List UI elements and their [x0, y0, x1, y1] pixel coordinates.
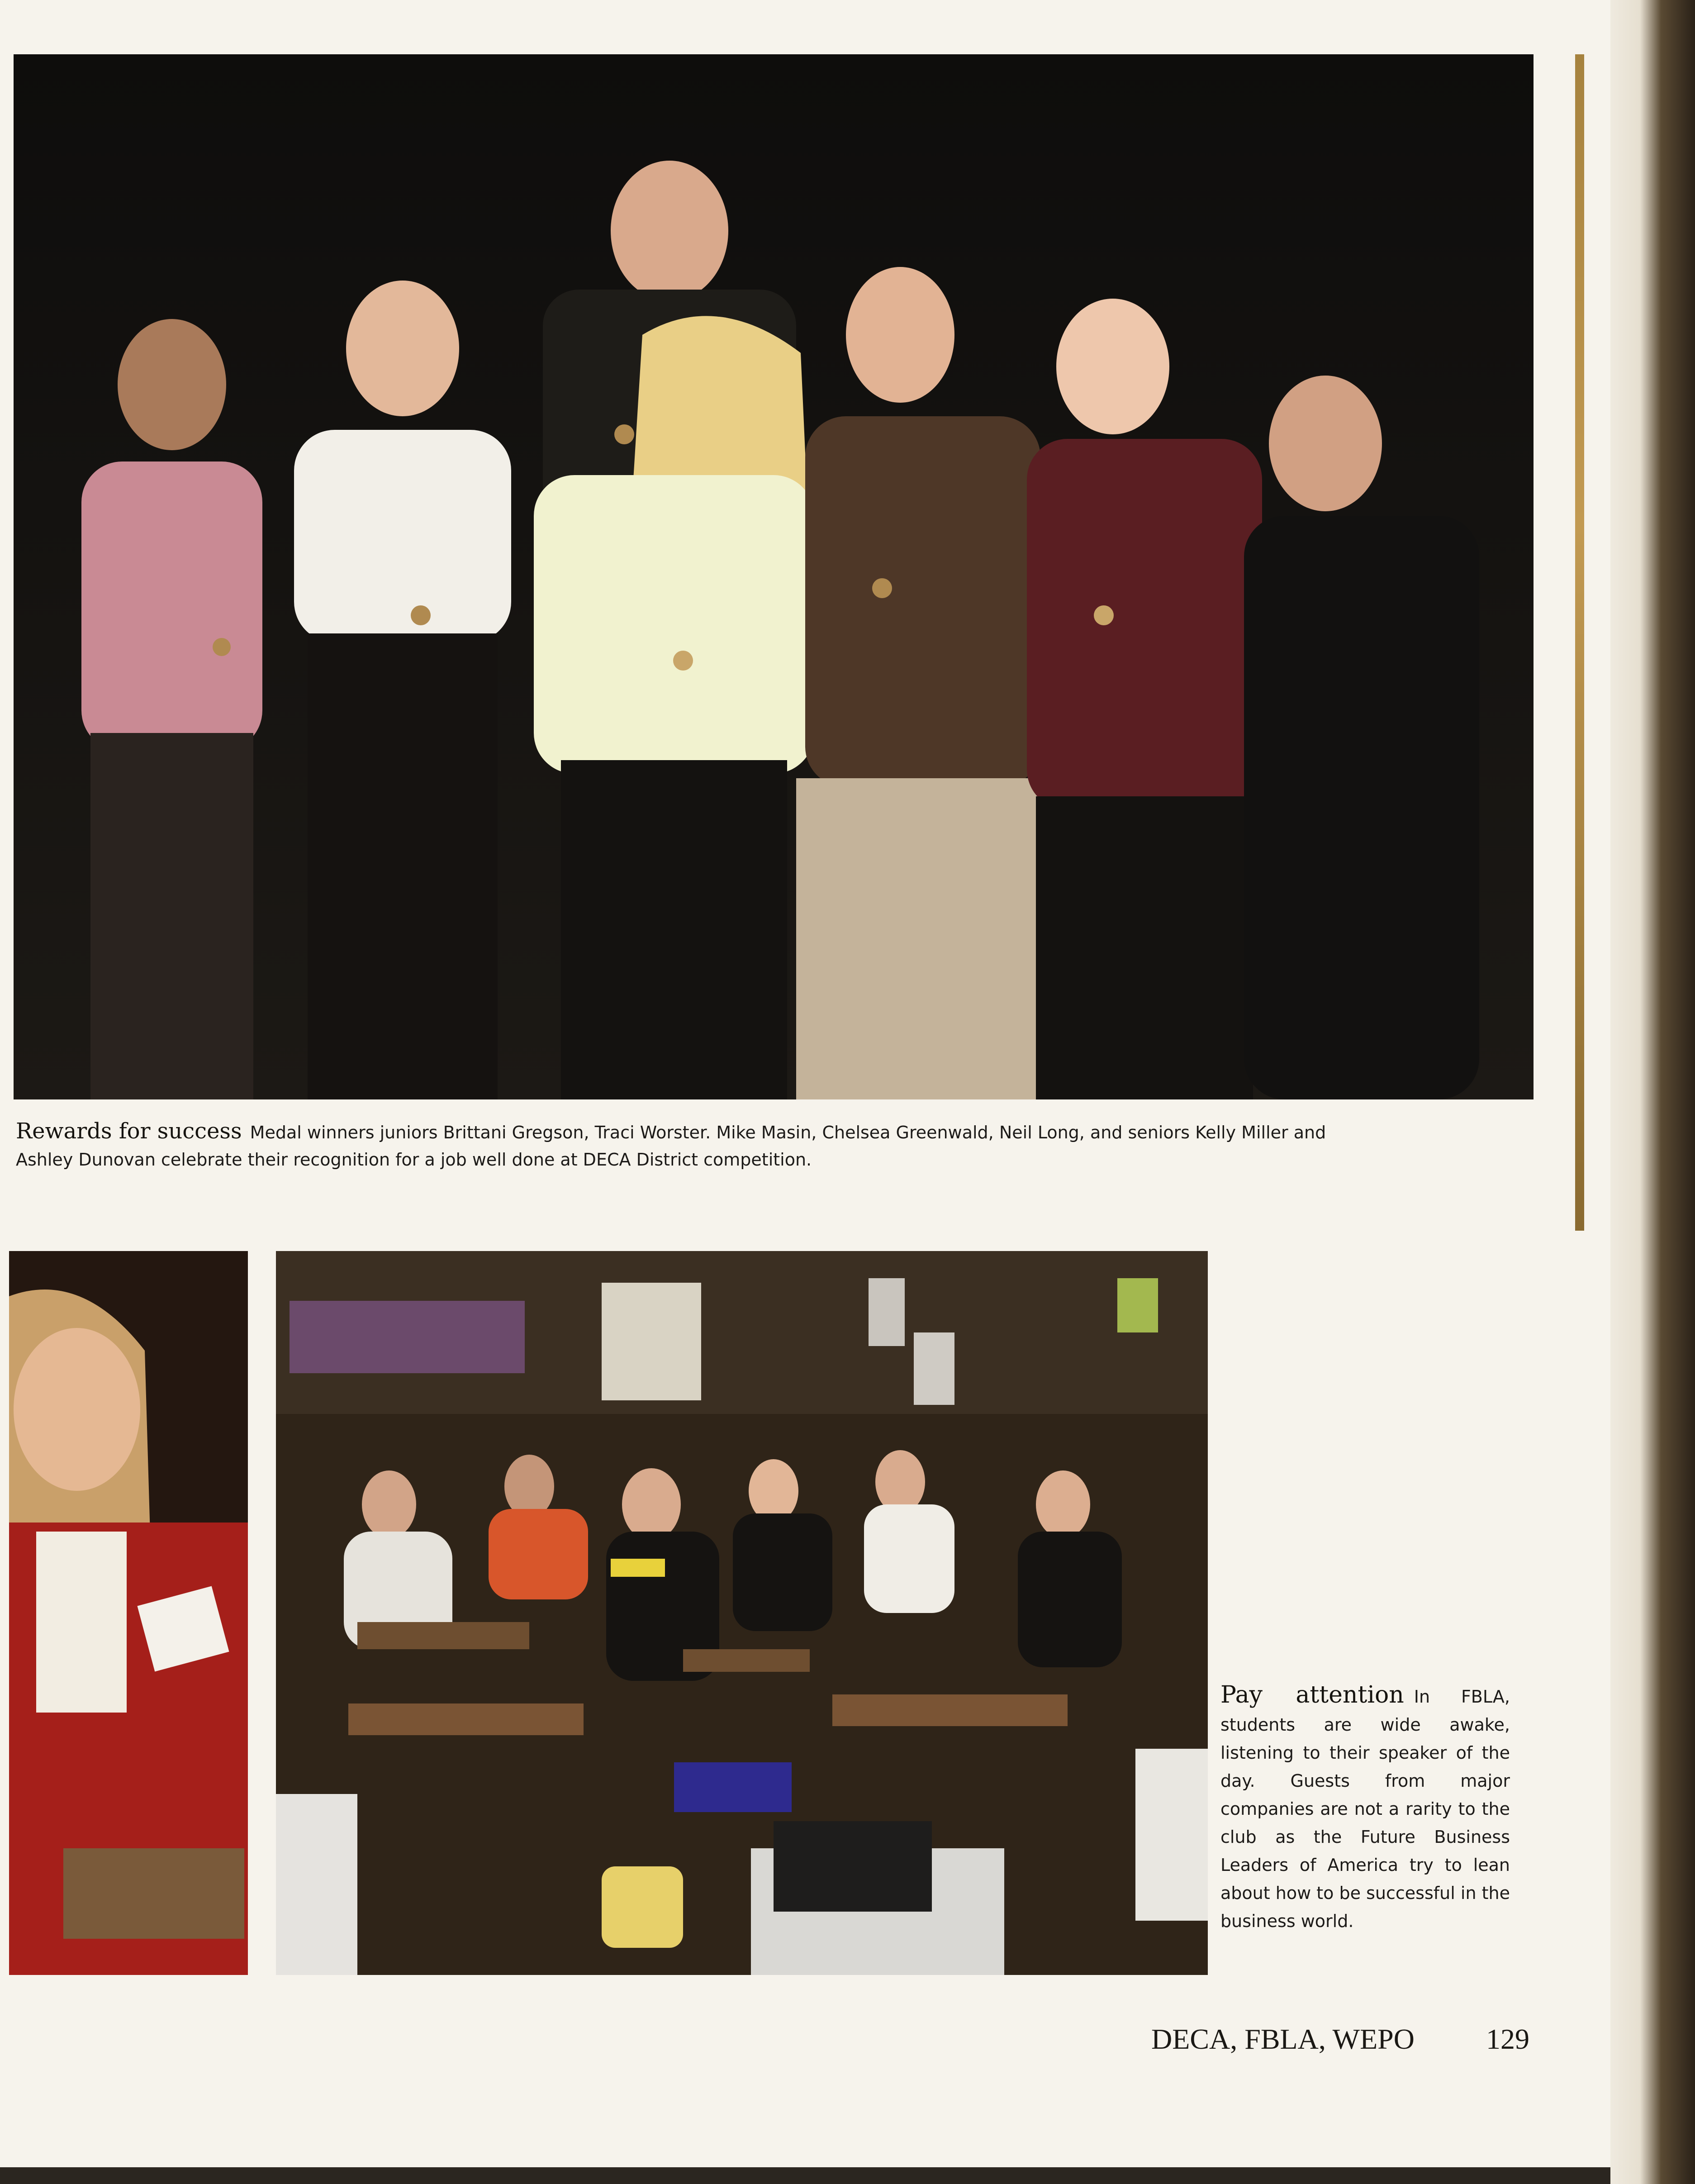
top-photo-caption	[16, 1118, 1373, 1173]
page-number: 129	[1486, 2023, 1529, 2055]
side-caption-body: In FBLA, students are wide awake, listening to their speaker of the day. Guests from major companies are not a rarity to the club as the Future Business Leaders of America try to lean about how to be successful in the business world.	[1220, 1687, 1510, 1931]
student-portrait-photo	[9, 1251, 248, 1975]
footer-section-title: DECA, FBLA, WEPO	[1151, 2023, 1415, 2055]
top-caption-body: Medal winners juniors Brittani Gregson, Traci Worster. Mike Masin, Chelsea Greenwald, Neil Long, and seniors Kelly Miller and Ashley Dunovan celebrate their recognition for a job well done at DECA District competition.	[16, 1123, 1326, 1170]
page-edge-strip	[1575, 54, 1584, 1231]
book-spine	[1610, 0, 1695, 2184]
top-caption-lead: Rewards for success	[16, 1118, 242, 1144]
side-caption-lead: Pay attention	[1220, 1681, 1404, 1708]
classroom-photo	[276, 1251, 1208, 1975]
medal-winners-photo	[14, 54, 1534, 1099]
classroom-photo-caption	[1220, 1681, 1510, 1935]
